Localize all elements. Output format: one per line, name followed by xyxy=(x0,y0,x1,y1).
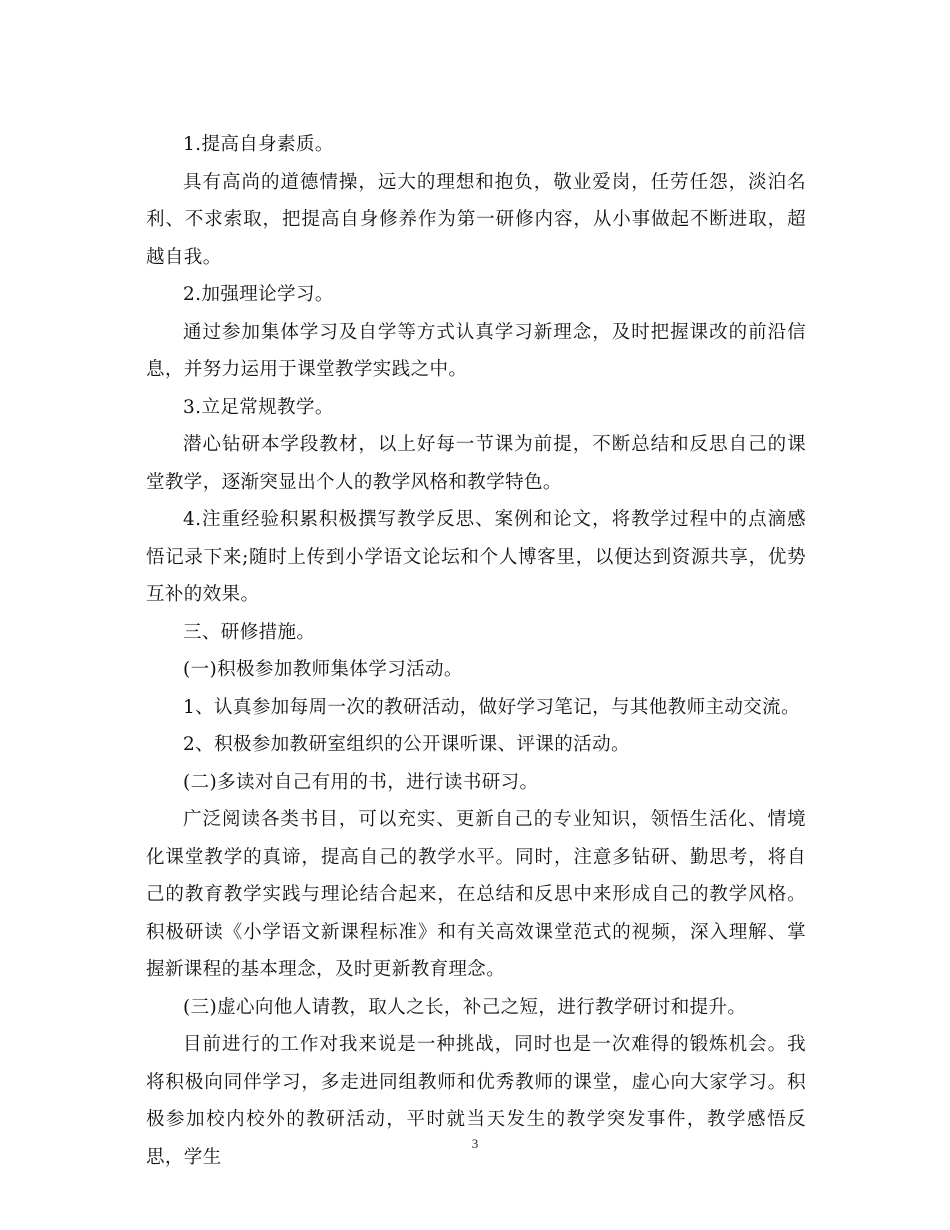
paragraph-reading: 广泛阅读各类书目，可以充实、更新自己的专业知识，领悟生活化、情境化课堂教学的真谛，提高自己的教学水平。同时，注意多钻研、勤思考，将自己的教育教学实践与理论结合起来，在总结和反思中来形成自己的教学风格。积极研读《小学语文新课程标准》和有关高效课堂范式的视频，深入理解、掌握新课程的基本理念，及时更新教育理念。 xyxy=(146,809,806,980)
subheading-reading: (二)多读对自己有用的书，进行读书研习。 xyxy=(183,771,539,793)
page-number: 3 xyxy=(471,1136,479,1151)
subheading-collective-study: (一)积极参加教师集体学习活动。 xyxy=(183,659,463,680)
paragraph-routine-teaching: 潜心钻研本学段教材，以上好每一节课为前提，不断总结和反思自己的课堂教学，逐渐突显出个人的教学风格和教学特色。 xyxy=(146,434,806,493)
heading-improve-quality: 1.提高自身素质。 xyxy=(183,134,334,155)
paragraph-experience-accumulation: 4.注重经验积累积极撰写教学反思、案例和论文，将教学过程中的点滴感悟记录下来;随时上传到小学语文论坛和个人博客里，以便达到资源共享，优势互补的效果。 xyxy=(146,509,806,605)
paragraph-theory-study: 通过参加集体学习及自学等方式认真学习新理念，及时把握课改的前沿信息，并努力运用于课堂教学实践之中。 xyxy=(146,321,806,380)
heading-routine-teaching: 3.立足常规教学。 xyxy=(183,396,334,418)
section-heading-measures: 三、研修措施。 xyxy=(183,621,316,643)
list-item-open-class: 2、积极参加教研室组织的公开课听课、评课的活动。 xyxy=(183,734,630,755)
paragraph-learn-from-others: 目前进行的工作对我来说是一种挑战，同时也是一次难得的锻炼机会。我将积极向同伴学习，多走进同组教师和优秀教师的课堂，虚心向大家学习。积极参加校内校外的教研活动，平时就当天发生的教学突发事件，教学感悟反思，学生 xyxy=(146,1034,806,1168)
document-body xyxy=(146,126,806,1176)
subheading-learn-from-others: (三)虚心向他人请教，取人之长，补己之短，进行教学研讨和提升。 xyxy=(183,996,747,1018)
list-item-weekly-research: 1、认真参加每周一次的教研活动，做好学习笔记，与其他教师主动交流。 xyxy=(183,696,800,718)
heading-theory-study: 2.加强理论学习。 xyxy=(183,284,334,305)
paragraph-improve-quality: 具有高尚的道德情操，远大的理想和抱负，敬业爱岗，任劳任怨，淡泊名利、不求索取，把提高自身修养作为第一研修内容，从小事做起不断进取，超越自我。 xyxy=(146,171,806,268)
